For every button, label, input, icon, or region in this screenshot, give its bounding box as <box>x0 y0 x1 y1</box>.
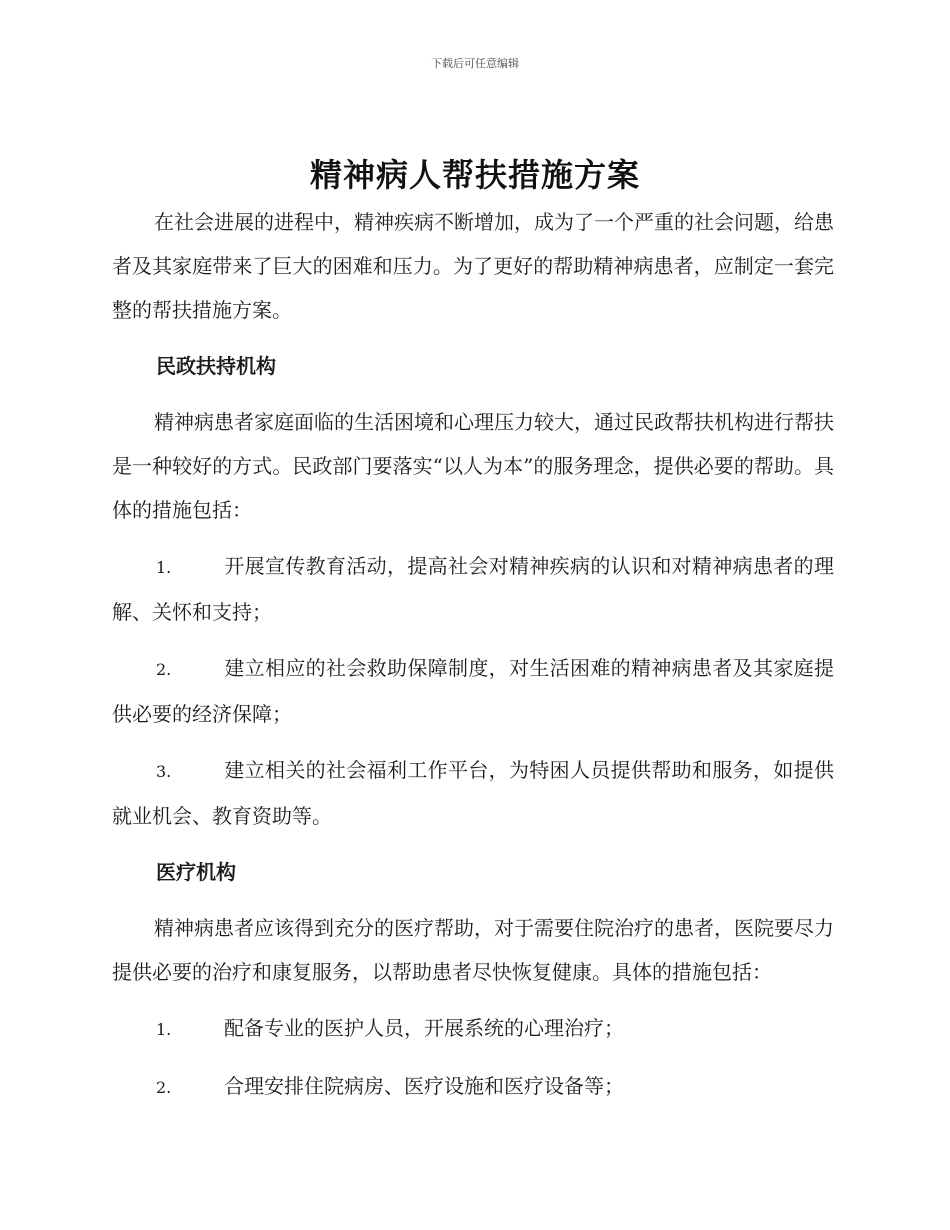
document-title: 精神病人帮扶措施方案 <box>309 156 640 194</box>
list-text: 配备专业的医护人员，开展系统的心理治疗； <box>224 1016 624 1040</box>
document-body <box>112 200 834 1122</box>
list-text: 开展宣传教育活动，提高社会对精神疾病的认识和对精神病患者的理解、关怀和支持； <box>112 554 834 624</box>
section-paragraph-medical: 精神病患者应该得到充分的医疗帮助，对于需要住院治疗的患者，医院要尽力提供必要的治疗和康复服务，以帮助患者尽快恢复健康。具体的措施包括： <box>112 916 834 984</box>
section-paragraph-civil-affairs: 精神病患者家庭面临的生活困境和心理压力较大，通过民政帮扶机构进行帮扶是一种较好的方式。民政部门要落实“以人为本”的服务理念，提供必要的帮助。具体的措施包括： <box>112 410 834 522</box>
list-text: 合理安排住院病房、医疗设施和医疗设备等； <box>224 1074 624 1098</box>
section-heading-civil-affairs: 民政扶持机构 <box>156 354 276 378</box>
list-number: 2. <box>156 1078 172 1097</box>
list-number: 2. <box>156 660 172 679</box>
list-number: 3. <box>156 762 172 781</box>
list-text: 建立相应的社会救助保障制度，对生活困难的精神病患者及其家庭提供必要的经济保障； <box>112 656 834 726</box>
list-item <box>112 544 834 634</box>
page-header-note: 下载后可任意编辑 <box>431 57 519 70</box>
list-number: 1. <box>156 558 172 577</box>
list-item <box>112 748 834 838</box>
list-item <box>112 646 834 736</box>
list-item <box>112 1064 834 1110</box>
list-number: 1. <box>156 1020 172 1039</box>
list-text: 建立相关的社会福利工作平台，为特困人员提供帮助和服务，如提供就业机会、教育资助等。 <box>112 758 834 828</box>
list-item <box>112 1006 834 1052</box>
intro-paragraph: 在社会进展的进程中，精神疾病不断增加，成为了一个严重的社会问题，给患者及其家庭带来了巨大的困难和压力。为了更好的帮助精神病患者，应制定一套完整的帮扶措施方案。 <box>112 210 834 322</box>
section-heading-medical: 医疗机构 <box>156 860 236 884</box>
